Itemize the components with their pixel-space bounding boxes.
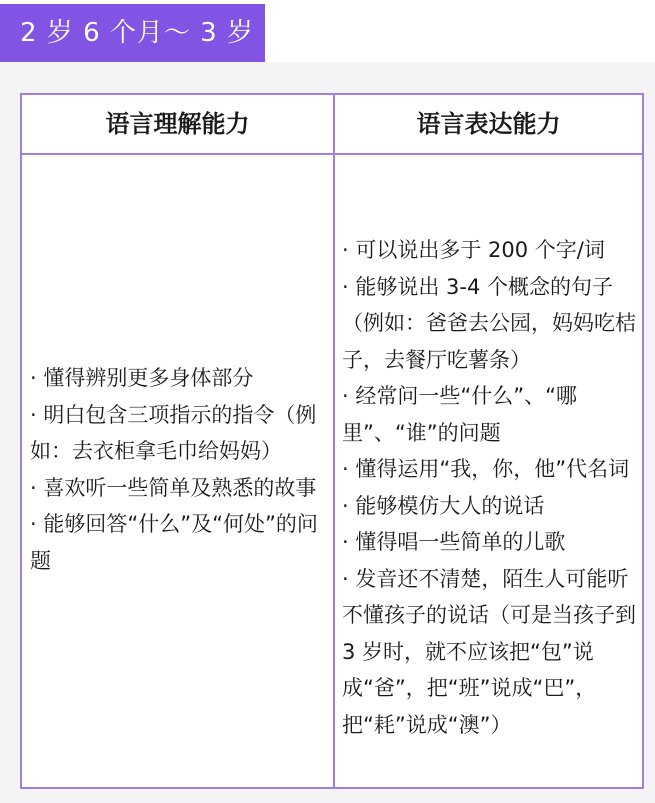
table-section [0,62,655,803]
expression-item: · 懂得运用“我，你，他”代名词 [342,457,630,481]
comprehension-item: · 懂得辨别更多身体部分 [30,366,254,390]
header-expression: 语言表达能力 [416,110,561,138]
comprehension-item: · 能够回答“什么”及“何处”的问题 [30,512,318,573]
expression-item: · 能够模仿大人的说话 [342,493,545,518]
comprehension-item: · 明白包含三项指示的指令（例如：去衣柜拿毛巾给妈妈） [30,402,317,463]
expression-item: · 经常问一些“什么”、“哪里”、“谁”的问题 [342,384,577,445]
expression-item: · 可以说出多于 200 个字/词 [342,238,605,262]
expression-item: · 能够说出 3-4 个概念的句子（例如：爸爸去公园，妈妈吃桔子，去餐厅吃薯条） [342,274,636,372]
expression-item: · 发音还不清楚，陌生人可能听不懂孩子的说话（可是当孩子到 3 岁时，就不应该把“包”说成“爸”，把“班”说成“巴”，把“耗”说成“澳”） [342,566,636,737]
column-divider [333,95,335,787]
table-header-row [22,95,642,155]
expression-item: · 懂得唱一些简单的儿歌 [342,530,566,554]
language-ability-table [20,93,644,789]
expression-cell [342,232,638,743]
header-comprehension: 语言理解能力 [105,110,250,138]
age-range-badge: 2 岁 6 个月～ 3 岁 [0,4,265,62]
comprehension-cell [30,360,326,579]
comprehension-item: · 喜欢听一些简单及熟悉的故事 [30,475,317,500]
